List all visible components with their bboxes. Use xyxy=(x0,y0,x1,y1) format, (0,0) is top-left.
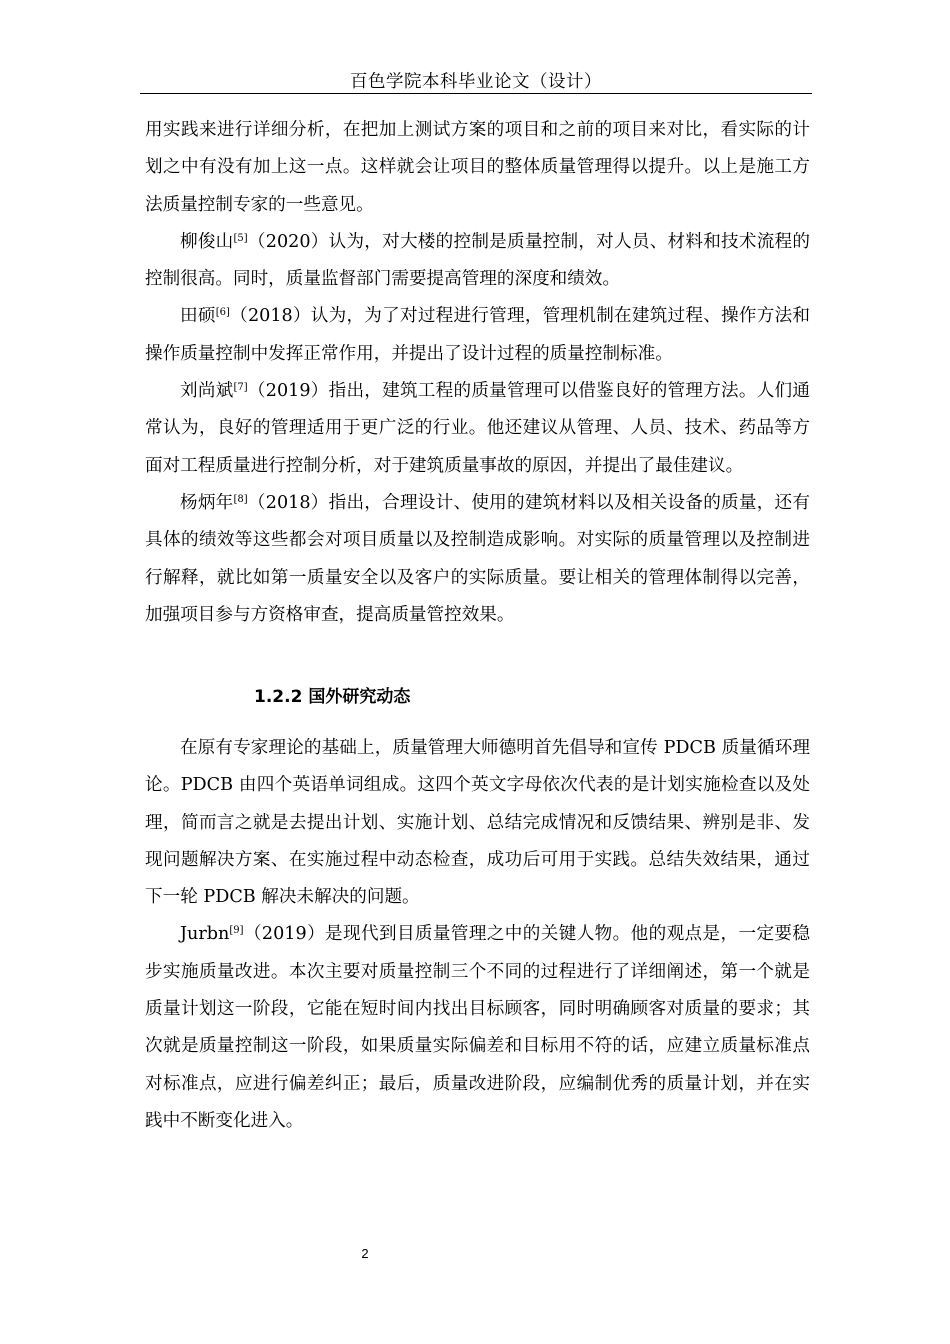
paragraph-text: （2019）指出，建筑工程的质量管理可以借鉴良好的管理方法。人们通常认为，良好的管理适用于更广泛的行业。他还建议从管理、人员、技术、药品等方面对工程质量进行控制分析，对于建筑质量事故的原因，并提出了最佳建议。 xyxy=(145,381,810,476)
paragraph-liu-shangbin xyxy=(145,373,810,485)
author-name: Jurbn xyxy=(180,924,230,945)
citation-ref: [7] xyxy=(233,382,248,394)
paragraph-text: （2018）指出，合理设计、使用的建筑材料以及相关设备的质量，还有具体的绩效等这些都会对项目质量以及控制造成影响。对实际的质量管理以及控制进行解释，就比如第一质量安全以及客户的实际质量。要让相关的管理体制得以完善，加强项目参与方资格审查，提高质量管控效果。 xyxy=(145,492,810,625)
author-name: 刘尚斌 xyxy=(180,381,234,402)
paragraph-text: （2018）认为，为了对过程进行管理，管理机制在建筑过程、操作方法和操作质量控制中发挥正常作用，并提出了设计过程的质量控制标准。 xyxy=(145,306,810,364)
paragraph-text: （2019）是现代到目质量管理之中的关键人物。他的观点是，一定要稳步实施质量改进。本次主要对质量控制三个不同的过程进行了详细阐述，第一个就是质量计划这一阶段，它能在短时间内找出目标顾客，同时明确顾客对质量的要求；其次就是质量控制这一阶段，如果质量实际偏差和目标用不符的话，应建立质量标准点对标准点，应进行偏差纠正；最后，质量改进阶段，应编制优秀的质量计划，并在实践中不断变化进入。 xyxy=(145,924,810,1131)
paragraph-text: 用实践来进行详细分析，在把加上测试方案的项目和之前的项目来对比，看实际的计划之中有没有加上这一点。这样就会让项目的整体质量管理得以提升。以上是施工方法质量控制专家的一些意见。 xyxy=(145,120,810,215)
citation-ref: [8] xyxy=(233,493,248,505)
header-divider xyxy=(140,93,812,94)
author-name: 杨炳年 xyxy=(180,492,234,513)
paragraph-tian-shuo xyxy=(145,298,810,373)
page-number: 2 xyxy=(361,1246,369,1261)
running-header-title: 百色学院本科毕业论文（设计） xyxy=(350,72,602,92)
author-name: 田硕 xyxy=(180,306,216,327)
body-block-foreign xyxy=(145,730,810,1140)
citation-ref: [5] xyxy=(233,232,248,244)
paragraph-jurbn xyxy=(145,916,810,1140)
section-heading: 1.2.2 国外研究动态 xyxy=(254,687,411,707)
paragraph-yang-bingnian xyxy=(145,485,810,634)
paragraph-text: 在原有专家理论的基础上，质量管理大师德明首先倡导和宣传 PDCB 质量循环理论。PDCB 由四个英语单词组成。这四个英文字母依次代表的是计划实施检查以及处理，简而言之就是去提出计划、实施计划、总结完成情况和反馈结果、辨别是非、发现问题解决方案、在实施过程中动态检查，成功后可用于实践。总结失效结果，通过下一轮 PDCB 解决未解决的问题。 xyxy=(145,738,810,908)
paragraph-liu-junshan xyxy=(145,224,810,299)
author-name: 柳俊山 xyxy=(180,231,234,252)
paragraph-continued xyxy=(145,112,810,224)
paragraph-text: （2020）认为，对大楼的控制是质量控制，对人员、材料和技术流程的控制很高。同时，质量监督部门需要提高管理的深度和绩效。 xyxy=(145,231,810,290)
body-block-domestic xyxy=(145,112,810,634)
paragraph-pdcb xyxy=(145,730,810,916)
citation-ref: [6] xyxy=(215,307,230,319)
citation-ref: [9] xyxy=(229,925,244,937)
